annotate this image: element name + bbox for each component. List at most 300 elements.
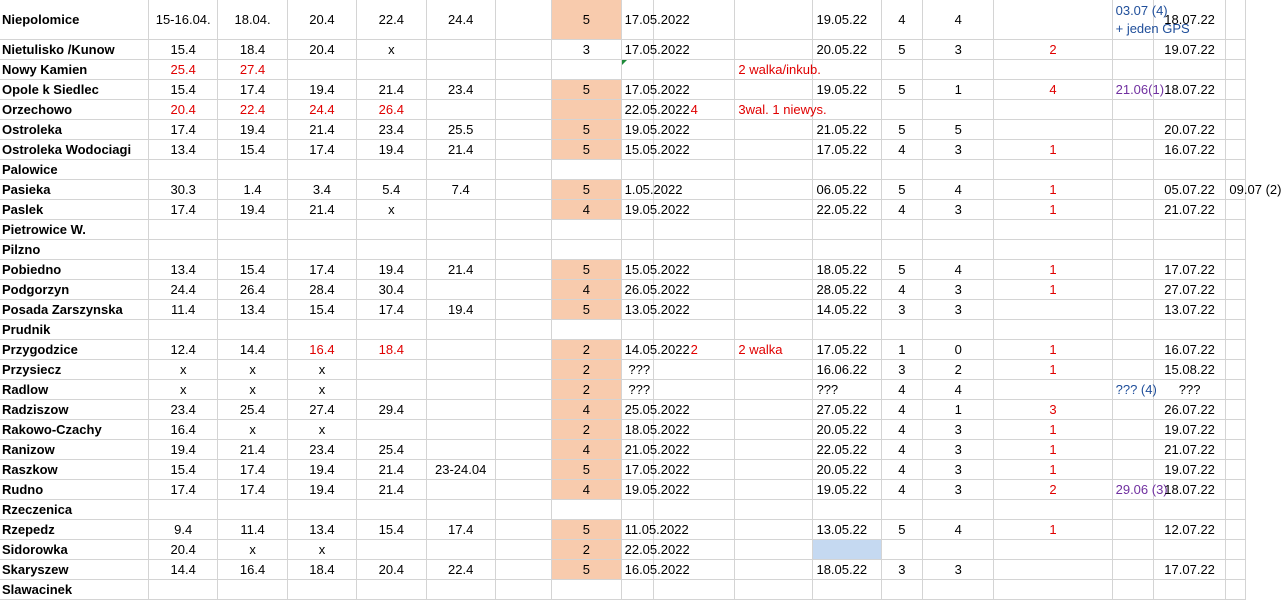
cell[interactable]: 18.07.22: [1153, 480, 1226, 500]
cell[interactable]: 21.05.2022: [621, 440, 654, 460]
row-label[interactable]: Pobiedno: [0, 260, 149, 280]
cell[interactable]: [495, 520, 551, 540]
cell[interactable]: 15.4: [287, 300, 356, 320]
cell[interactable]: 20.05.22: [813, 420, 881, 440]
cell[interactable]: 17.4: [218, 80, 287, 100]
row-label[interactable]: Ostroleka Wodociagi: [0, 140, 149, 160]
cell[interactable]: 17.4: [149, 200, 218, 220]
cell[interactable]: [735, 160, 813, 180]
cell[interactable]: 20.05.22: [813, 40, 881, 60]
cell[interactable]: 4: [881, 420, 922, 440]
cell[interactable]: [1112, 440, 1153, 460]
cell[interactable]: [1226, 360, 1246, 380]
cell[interactable]: 20.05.22: [813, 460, 881, 480]
cell[interactable]: [1112, 420, 1153, 440]
cell[interactable]: 20.4: [149, 540, 218, 560]
cell[interactable]: 5: [552, 520, 621, 540]
cell[interactable]: [1153, 500, 1226, 520]
cell[interactable]: [881, 540, 922, 560]
cell[interactable]: 3: [881, 560, 922, 580]
cell[interactable]: [218, 580, 287, 600]
cell[interactable]: 12.07.22: [1153, 520, 1226, 540]
cell[interactable]: [495, 100, 551, 120]
cell[interactable]: [922, 540, 994, 560]
cell[interactable]: 15.4: [218, 260, 287, 280]
cell[interactable]: [1226, 260, 1246, 280]
cell[interactable]: [426, 420, 495, 440]
cell[interactable]: [1226, 340, 1246, 360]
cell[interactable]: 19.05.22: [813, 80, 881, 100]
cell[interactable]: 13.4: [149, 140, 218, 160]
cell[interactable]: 21.07.22: [1153, 440, 1226, 460]
cell[interactable]: [1226, 420, 1246, 440]
cell[interactable]: [552, 320, 621, 340]
row-label[interactable]: Pilzno: [0, 240, 149, 260]
cell[interactable]: [1226, 500, 1246, 520]
cell[interactable]: [495, 40, 551, 60]
cell[interactable]: [495, 120, 551, 140]
cell[interactable]: [495, 140, 551, 160]
cell[interactable]: 1: [994, 180, 1112, 200]
cell[interactable]: 19.4: [426, 300, 495, 320]
cell[interactable]: x: [357, 40, 426, 60]
cell[interactable]: [1153, 240, 1226, 260]
cell[interactable]: [495, 420, 551, 440]
cell[interactable]: [735, 180, 813, 200]
cell[interactable]: [1226, 540, 1246, 560]
cell[interactable]: [813, 500, 881, 520]
cell[interactable]: [1112, 220, 1153, 240]
cell[interactable]: [994, 300, 1112, 320]
cell[interactable]: [881, 240, 922, 260]
cell[interactable]: 7.4: [426, 180, 495, 200]
cell[interactable]: 19.05.2022: [621, 120, 654, 140]
cell[interactable]: 29.4: [357, 400, 426, 420]
cell[interactable]: 5: [552, 80, 621, 100]
cell[interactable]: [357, 360, 426, 380]
row-label[interactable]: Paslek: [0, 200, 149, 220]
cell[interactable]: x: [287, 420, 356, 440]
cell[interactable]: 25.4: [149, 60, 218, 80]
cell[interactable]: 15.05.2022: [621, 260, 654, 280]
cell[interactable]: [654, 360, 735, 380]
cell[interactable]: 19.07.22: [1153, 460, 1226, 480]
cell[interactable]: [1153, 580, 1226, 600]
cell[interactable]: [735, 460, 813, 480]
cell[interactable]: [1112, 540, 1153, 560]
cell[interactable]: 13.4: [149, 260, 218, 280]
cell[interactable]: [735, 380, 813, 400]
cell[interactable]: 21.05.22: [813, 120, 881, 140]
cell[interactable]: [994, 120, 1112, 140]
cell[interactable]: 11.4: [218, 520, 287, 540]
cell[interactable]: [1112, 360, 1153, 380]
cell[interactable]: [621, 580, 654, 600]
cell[interactable]: 22.4: [357, 0, 426, 40]
row-label[interactable]: Rzeczenica: [0, 500, 149, 520]
cell[interactable]: [994, 240, 1112, 260]
cell[interactable]: 3: [881, 300, 922, 320]
cell[interactable]: [287, 240, 356, 260]
cell[interactable]: 2 walka: [735, 340, 813, 360]
cell[interactable]: [654, 580, 735, 600]
cell[interactable]: 19.4: [218, 200, 287, 220]
cell[interactable]: 17.07.22: [1153, 560, 1226, 580]
cell[interactable]: [735, 120, 813, 140]
cell[interactable]: 27.07.22: [1153, 280, 1226, 300]
cell[interactable]: 13.05.22: [813, 520, 881, 540]
cell[interactable]: 2: [552, 360, 621, 380]
cell[interactable]: [922, 500, 994, 520]
cell[interactable]: [1112, 200, 1153, 220]
cell[interactable]: 15.4: [149, 40, 218, 60]
cell[interactable]: [357, 160, 426, 180]
cell[interactable]: 4: [881, 440, 922, 460]
cell[interactable]: 16.07.22: [1153, 140, 1226, 160]
cell[interactable]: [735, 480, 813, 500]
cell[interactable]: 20.07.22: [1153, 120, 1226, 140]
cell[interactable]: 3.4: [287, 180, 356, 200]
cell[interactable]: 21.4: [357, 460, 426, 480]
cell[interactable]: [735, 540, 813, 560]
cell[interactable]: [426, 340, 495, 360]
cell[interactable]: 5: [552, 560, 621, 580]
cell[interactable]: 21.4: [357, 80, 426, 100]
cell[interactable]: 5: [552, 300, 621, 320]
cell[interactable]: 20.4: [287, 0, 356, 40]
cell[interactable]: [357, 420, 426, 440]
cell[interactable]: [735, 420, 813, 440]
cell[interactable]: 18.4: [287, 560, 356, 580]
cell[interactable]: [495, 300, 551, 320]
cell[interactable]: 19.05.2022: [621, 480, 654, 500]
cell[interactable]: [735, 560, 813, 580]
cell[interactable]: 29.06 (3): [1112, 480, 1153, 500]
cell[interactable]: 20.4: [287, 40, 356, 60]
cell[interactable]: [1226, 120, 1246, 140]
cell[interactable]: 4: [881, 400, 922, 420]
cell[interactable]: 25.5: [426, 120, 495, 140]
cell[interactable]: 14.4: [218, 340, 287, 360]
cell[interactable]: 20.4: [149, 100, 218, 120]
cell[interactable]: 3: [922, 420, 994, 440]
cell[interactable]: [654, 60, 735, 80]
cell[interactable]: 22.4: [218, 100, 287, 120]
cell[interactable]: [735, 440, 813, 460]
cell[interactable]: 3: [922, 40, 994, 60]
cell[interactable]: [287, 220, 356, 240]
cell[interactable]: 17.4: [218, 480, 287, 500]
cell[interactable]: [287, 580, 356, 600]
cell[interactable]: [357, 60, 426, 80]
cell[interactable]: 19.4: [287, 480, 356, 500]
cell[interactable]: [813, 60, 881, 80]
cell[interactable]: [654, 500, 735, 520]
cell[interactable]: [426, 400, 495, 420]
cell[interactable]: 13.4: [287, 520, 356, 540]
cell[interactable]: [552, 160, 621, 180]
cell[interactable]: [149, 320, 218, 340]
cell[interactable]: [1112, 180, 1153, 200]
cell[interactable]: [735, 500, 813, 520]
cell[interactable]: [495, 540, 551, 560]
cell[interactable]: 1: [994, 460, 1112, 480]
cell[interactable]: 2: [552, 380, 621, 400]
cell[interactable]: x: [287, 540, 356, 560]
cell[interactable]: [1226, 80, 1246, 100]
row-label[interactable]: Pasieka: [0, 180, 149, 200]
cell[interactable]: [1226, 160, 1246, 180]
cell[interactable]: [1153, 220, 1226, 240]
cell[interactable]: [426, 320, 495, 340]
cell[interactable]: [654, 320, 735, 340]
cell[interactable]: [735, 300, 813, 320]
cell[interactable]: [881, 60, 922, 80]
cell[interactable]: 18.07.22: [1153, 80, 1226, 100]
cell[interactable]: 13.07.22: [1153, 300, 1226, 320]
cell[interactable]: 1: [994, 280, 1112, 300]
cell[interactable]: [287, 500, 356, 520]
cell[interactable]: x: [287, 380, 356, 400]
cell[interactable]: 23.4: [426, 80, 495, 100]
cell[interactable]: [621, 220, 654, 240]
cell[interactable]: [994, 380, 1112, 400]
cell[interactable]: 17.4: [357, 300, 426, 320]
cell[interactable]: 1: [881, 340, 922, 360]
cell[interactable]: [994, 540, 1112, 560]
cell[interactable]: [495, 500, 551, 520]
cell[interactable]: 2: [922, 360, 994, 380]
cell[interactable]: [426, 220, 495, 240]
cell[interactable]: 4: [881, 460, 922, 480]
cell[interactable]: ???: [813, 380, 881, 400]
row-label[interactable]: Rudno: [0, 480, 149, 500]
cell[interactable]: [495, 200, 551, 220]
cell[interactable]: 19.4: [149, 440, 218, 460]
row-label[interactable]: Podgorzyn: [0, 280, 149, 300]
cell[interactable]: [813, 220, 881, 240]
cell[interactable]: 20.4: [357, 560, 426, 580]
cell[interactable]: [1226, 560, 1246, 580]
cell[interactable]: [735, 320, 813, 340]
cell[interactable]: 5: [881, 40, 922, 60]
cell[interactable]: 22.05.22: [813, 440, 881, 460]
cell[interactable]: 19.05.22: [813, 0, 881, 40]
cell[interactable]: 26.4: [218, 280, 287, 300]
cell[interactable]: [735, 260, 813, 280]
row-label[interactable]: Niepolomice: [0, 0, 149, 40]
cell[interactable]: 4: [881, 200, 922, 220]
cell[interactable]: [495, 260, 551, 280]
cell[interactable]: [426, 540, 495, 560]
cell[interactable]: [994, 220, 1112, 240]
cell[interactable]: [735, 240, 813, 260]
cell[interactable]: [426, 440, 495, 460]
cell[interactable]: 23-24.04: [426, 460, 495, 480]
cell[interactable]: 4: [922, 260, 994, 280]
cell[interactable]: 15.08.22: [1153, 360, 1226, 380]
cell[interactable]: [1112, 60, 1153, 80]
cell[interactable]: 1: [994, 360, 1112, 380]
cell[interactable]: [1112, 400, 1153, 420]
cell[interactable]: [426, 240, 495, 260]
cell[interactable]: 4: [881, 280, 922, 300]
cell[interactable]: [357, 320, 426, 340]
cell[interactable]: 21.4: [426, 140, 495, 160]
cell[interactable]: 21.4: [287, 120, 356, 140]
cell[interactable]: 17.05.2022: [621, 40, 654, 60]
cell[interactable]: [735, 360, 813, 380]
cell[interactable]: 17.4: [218, 460, 287, 480]
cell[interactable]: [357, 580, 426, 600]
cell[interactable]: [994, 500, 1112, 520]
cell[interactable]: [735, 200, 813, 220]
cell[interactable]: [994, 560, 1112, 580]
cell[interactable]: 1: [994, 140, 1112, 160]
cell[interactable]: [1112, 260, 1153, 280]
cell[interactable]: [495, 440, 551, 460]
cell[interactable]: [1112, 240, 1153, 260]
cell[interactable]: 5: [552, 120, 621, 140]
cell[interactable]: 14.05.22: [813, 300, 881, 320]
cell[interactable]: x: [287, 360, 356, 380]
cell[interactable]: [1112, 340, 1153, 360]
cell[interactable]: [495, 320, 551, 340]
cell[interactable]: 4: [922, 180, 994, 200]
cell[interactable]: 19.4: [357, 260, 426, 280]
cell[interactable]: [994, 60, 1112, 80]
cell[interactable]: [426, 40, 495, 60]
row-label[interactable]: Orzechowo: [0, 100, 149, 120]
cell[interactable]: 4: [654, 100, 735, 120]
cell[interactable]: [994, 580, 1112, 600]
cell[interactable]: 27.05.22: [813, 400, 881, 420]
cell[interactable]: 25.4: [357, 440, 426, 460]
cell[interactable]: 5: [552, 140, 621, 160]
cell[interactable]: 2: [552, 540, 621, 560]
cell[interactable]: 19.4: [287, 80, 356, 100]
cell[interactable]: 14.4: [149, 560, 218, 580]
cell[interactable]: [922, 580, 994, 600]
cell[interactable]: 1: [994, 260, 1112, 280]
cell[interactable]: [357, 380, 426, 400]
cell[interactable]: 21.4: [426, 260, 495, 280]
cell[interactable]: [654, 160, 735, 180]
cell[interactable]: 26.05.2022: [621, 280, 654, 300]
cell[interactable]: 1: [994, 440, 1112, 460]
row-label[interactable]: Opole k Siedlec: [0, 80, 149, 100]
cell[interactable]: 1: [994, 200, 1112, 220]
cell[interactable]: 5: [552, 260, 621, 280]
cell[interactable]: [654, 220, 735, 240]
cell[interactable]: x: [218, 540, 287, 560]
row-label[interactable]: Ranizow: [0, 440, 149, 460]
cell[interactable]: [1112, 580, 1153, 600]
cell[interactable]: 9.4: [149, 520, 218, 540]
cell[interactable]: [1226, 100, 1246, 120]
cell[interactable]: [426, 100, 495, 120]
cell[interactable]: [495, 360, 551, 380]
cell[interactable]: 3: [881, 360, 922, 380]
cell[interactable]: [149, 220, 218, 240]
cell[interactable]: [426, 580, 495, 600]
cell[interactable]: 15.4: [149, 460, 218, 480]
cell[interactable]: [1112, 160, 1153, 180]
cell[interactable]: 19.07.22: [1153, 420, 1226, 440]
cell[interactable]: 17.05.2022: [621, 80, 654, 100]
cell[interactable]: [994, 160, 1112, 180]
cell[interactable]: [495, 160, 551, 180]
cell[interactable]: [1226, 520, 1246, 540]
cell[interactable]: [287, 160, 356, 180]
row-label[interactable]: Przysiecz: [0, 360, 149, 380]
cell[interactable]: 3wal. 1 niewys.: [735, 100, 813, 120]
cell[interactable]: x: [218, 420, 287, 440]
cell[interactable]: [495, 400, 551, 420]
cell[interactable]: 4: [922, 520, 994, 540]
cell[interactable]: 23.4: [287, 440, 356, 460]
cell[interactable]: 3: [922, 560, 994, 580]
cell[interactable]: 1.05.2022: [621, 180, 654, 200]
cell[interactable]: [426, 360, 495, 380]
cell[interactable]: [149, 160, 218, 180]
cell[interactable]: [1112, 100, 1153, 120]
cell[interactable]: 26.07.22: [1153, 400, 1226, 420]
row-label[interactable]: Nietulisko /Kunow: [0, 40, 149, 60]
cell[interactable]: [922, 160, 994, 180]
cell[interactable]: ???: [621, 360, 654, 380]
cell[interactable]: 5: [881, 80, 922, 100]
cell[interactable]: 12.4: [149, 340, 218, 360]
cell[interactable]: 15-16.04.: [149, 0, 218, 40]
cell[interactable]: 17.05.22: [813, 140, 881, 160]
cell[interactable]: [1112, 500, 1153, 520]
cell[interactable]: 21.07.22: [1153, 200, 1226, 220]
cell[interactable]: [495, 280, 551, 300]
cell[interactable]: 1.4: [218, 180, 287, 200]
cell[interactable]: 16.4: [287, 340, 356, 360]
cell[interactable]: [426, 380, 495, 400]
cell[interactable]: [922, 240, 994, 260]
cell[interactable]: 05.07.22: [1153, 180, 1226, 200]
cell[interactable]: [1153, 60, 1226, 80]
cell[interactable]: [1226, 320, 1246, 340]
cell[interactable]: 4: [881, 140, 922, 160]
cell[interactable]: [735, 520, 813, 540]
cell[interactable]: 5: [552, 0, 621, 40]
cell[interactable]: [994, 100, 1112, 120]
cell[interactable]: [621, 240, 654, 260]
cell[interactable]: 16.06.22: [813, 360, 881, 380]
cell[interactable]: [1112, 140, 1153, 160]
row-label[interactable]: Slawacinek: [0, 580, 149, 600]
cell[interactable]: [552, 580, 621, 600]
cell[interactable]: [495, 380, 551, 400]
cell[interactable]: [1112, 300, 1153, 320]
cell[interactable]: [1153, 320, 1226, 340]
cell[interactable]: [495, 560, 551, 580]
cell[interactable]: 5: [881, 180, 922, 200]
cell[interactable]: 19.4: [357, 140, 426, 160]
cell[interactable]: ??? (4): [1112, 380, 1153, 400]
cell[interactable]: [149, 240, 218, 260]
cell[interactable]: [1112, 560, 1153, 580]
cell[interactable]: 26.4: [357, 100, 426, 120]
cell[interactable]: [654, 380, 735, 400]
cell[interactable]: [881, 160, 922, 180]
cell[interactable]: 1: [922, 400, 994, 420]
cell[interactable]: 4: [922, 380, 994, 400]
